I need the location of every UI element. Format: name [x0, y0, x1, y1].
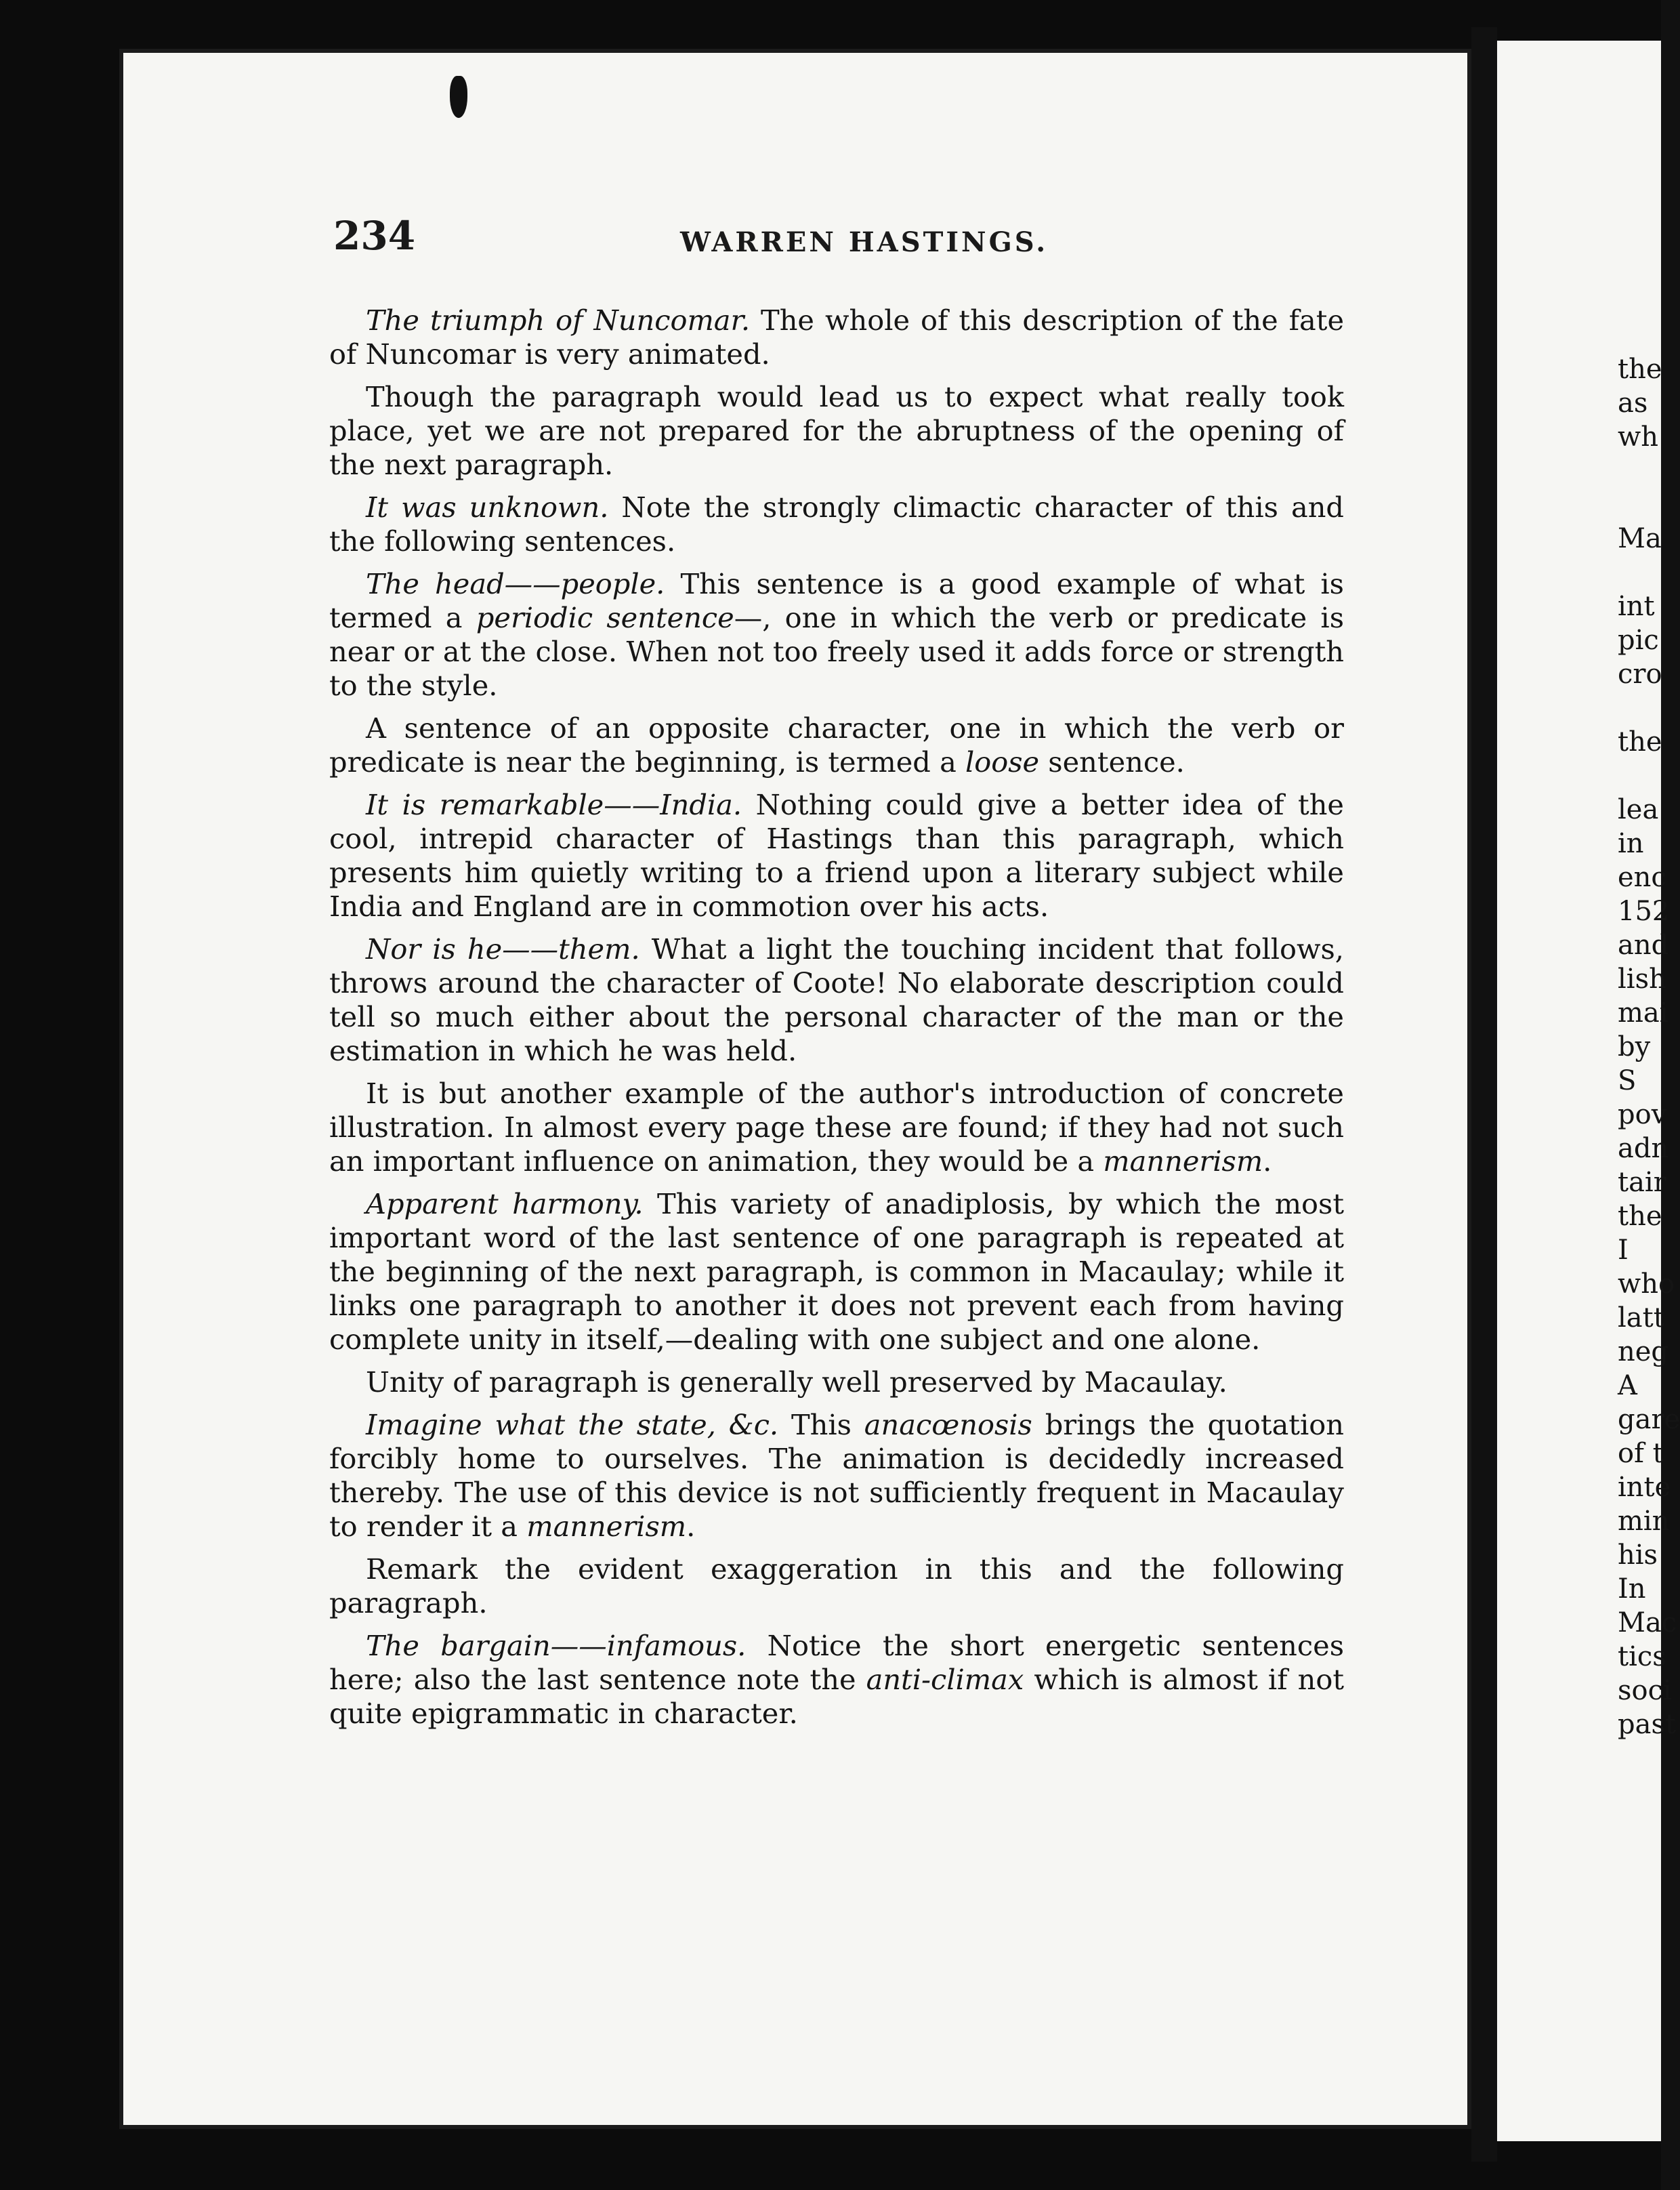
facing-page-line: gare — [1618, 1404, 1680, 1435]
facing-page-line: Mac — [1618, 1607, 1677, 1638]
paragraph — [329, 788, 1344, 924]
facing-page-line: Ma — [1618, 523, 1662, 554]
page-number: 234 — [333, 213, 416, 259]
facing-page-line: min — [1618, 1506, 1670, 1537]
paragraph-text: Unity of paragraph is generally well preserved by Macaulay. — [366, 1365, 1227, 1399]
paragraph — [329, 1077, 1344, 1178]
facing-page-line: by — [1618, 1031, 1651, 1062]
facing-page-line: A — [1618, 1370, 1637, 1401]
facing-page-line: int — [1618, 591, 1655, 622]
paragraph — [329, 304, 1344, 371]
facing-page-line: pov — [1618, 1099, 1667, 1130]
paragraph-term: mannerism — [526, 1510, 687, 1543]
paragraph-tail: . — [686, 1510, 696, 1543]
facing-page-line: lish — [1618, 964, 1666, 995]
facing-page-line: of t — [1618, 1438, 1664, 1469]
book-gutter — [1471, 27, 1497, 2162]
paragraph-lead: Imagine what the state, &c. — [366, 1408, 779, 1441]
paragraph-text: Notice the short energetic sentences here; also the last sentence note the — [329, 1629, 1344, 1696]
facing-page-line: the — [1618, 726, 1662, 758]
facing-page-line — [1618, 759, 1661, 793]
facing-page-line: adn — [1618, 1133, 1669, 1164]
paragraph-lead: It was unknown. — [366, 491, 609, 524]
paragraph-tail: —, one in which the verb or predicate is near or at the close. When not too freely used it adds force or strength to the style. — [329, 601, 1344, 702]
facing-page-line — [1618, 488, 1661, 522]
paragraph-text: It is but another example of the author's introduction of concrete illustration. In almost every page these are found; if they had not such an important influence on animation, they would be a — [329, 1077, 1344, 1178]
facing-page-line: tics — [1618, 1641, 1666, 1672]
paragraph-text: The whole of this description of the fate of Nuncomar is very animated. — [329, 304, 1345, 371]
paragraph — [329, 932, 1344, 1068]
facing-page-line: as — [1618, 388, 1648, 419]
facing-page-line: inte — [1618, 1472, 1671, 1503]
paragraph-text: Note the strongly climactic character of this and the following sentences. — [329, 491, 1345, 558]
paragraph-text: This variety of anadiplosis, by which the most important word of the last sentence of one paragraph is repeated at the beginning of the next paragraph, is common in Macaulay; while it links one paragraph to another it does not prevent each from having complete unity in itself,—dealing with one subject and one alone. — [329, 1187, 1344, 1356]
paragraph-text: Remark the evident exaggeration in this and the following paragraph. — [329, 1552, 1344, 1619]
paragraph-text: This — [778, 1408, 864, 1441]
paragraph — [329, 711, 1344, 779]
facing-page-line: latt — [1618, 1302, 1664, 1334]
paragraph — [329, 1187, 1344, 1357]
paragraph — [329, 1408, 1344, 1544]
paragraph — [329, 1629, 1344, 1731]
paragraph-text: This sentence is a good example of what is termed a — [329, 567, 1344, 634]
paragraph-lead: The head——people. — [366, 567, 665, 600]
paragraph-text: A sentence of an opposite character, one in which the verb or predicate is near the beginning, is termed a — [329, 711, 1344, 779]
paragraph-term: periodic sentence — [476, 601, 734, 634]
paragraph-tail: sentence. — [1039, 745, 1185, 779]
facing-page-line: who — [1618, 1268, 1675, 1300]
facing-page-line: tair — [1618, 1167, 1666, 1198]
paragraph-lead: Nor is he——them. — [366, 932, 640, 966]
paragraph-lead: The triumph of Nuncomar. — [366, 304, 751, 337]
facing-page-line: in — [1618, 828, 1644, 859]
facing-page-line: the — [1618, 1201, 1662, 1232]
paragraph — [329, 567, 1344, 703]
paragraph-lead: Apparent harmony. — [366, 1187, 644, 1220]
paragraph-tail: which is almost if not quite epigrammatic in character. — [329, 1663, 1344, 1730]
facing-page-text — [1618, 352, 1680, 1741]
paragraph-lead: The bargain——infamous. — [366, 1629, 747, 1662]
facing-page-line: mai — [1618, 997, 1668, 1029]
facing-page-line: S — [1618, 1065, 1637, 1096]
paragraph — [329, 1552, 1344, 1620]
paragraph-text: What a light the touching incident that follows, throws around the character of Coote! No elaborate description could tell so much either about the personal character of the man or the estimation in which he was held. — [329, 932, 1344, 1067]
paragraph-term: anti-climax — [866, 1663, 1024, 1696]
paragraph-lead: It is remarkable——India. — [366, 788, 742, 821]
paragraph-term: mannerism — [1103, 1144, 1263, 1178]
facing-page-line: neg — [1618, 1336, 1669, 1367]
facing-page-line — [1618, 556, 1661, 590]
paragraph — [329, 1365, 1344, 1399]
paragraph-text: Though the paragraph would lead us to expect what really took place, yet we are not prepared for the abruptness of the opening of the next paragraph. — [329, 380, 1344, 481]
facing-page-line: wh — [1618, 421, 1658, 453]
paragraph-tail: brings the quotation forcibly home to ourselves. The animation is decidedly increased thereby. The use of this device is not sufficiently frequent in Macaulay to render it a — [329, 1408, 1344, 1543]
facing-page-line: past — [1618, 1709, 1677, 1740]
page-body — [329, 304, 1344, 1739]
facing-page-line: soci — [1618, 1675, 1672, 1706]
facing-page-line — [1618, 691, 1661, 725]
facing-page-line: pic — [1618, 625, 1659, 656]
facing-page-line: lea — [1618, 794, 1659, 825]
facing-page-line: enc — [1618, 862, 1666, 893]
paragraph — [329, 491, 1344, 558]
paragraph-text: Nothing could give a better idea of the cool, intrepid character of Hastings than this paragraph, which presents him quietly writing to a friend upon a literary subject while India and England are in commotion over his acts. — [329, 788, 1344, 923]
facing-page-line: In — [1618, 1573, 1646, 1605]
ink-blot — [450, 76, 467, 118]
facing-page-line: 152 — [1618, 896, 1670, 927]
facing-page-line: I — [1618, 1235, 1629, 1266]
paragraph-tail: . — [1263, 1144, 1272, 1178]
facing-page-line — [1618, 454, 1661, 488]
facing-page-line: his — [1618, 1540, 1658, 1571]
facing-page-line: cro — [1618, 659, 1662, 690]
paragraph — [329, 380, 1344, 482]
paragraph-term: anacœnosis — [864, 1408, 1032, 1441]
facing-page-line: the — [1618, 354, 1662, 385]
running-title: WARREN HASTINGS. — [680, 226, 1049, 258]
paragraph-term: loose — [965, 745, 1040, 779]
facing-page-line: and — [1618, 930, 1669, 961]
